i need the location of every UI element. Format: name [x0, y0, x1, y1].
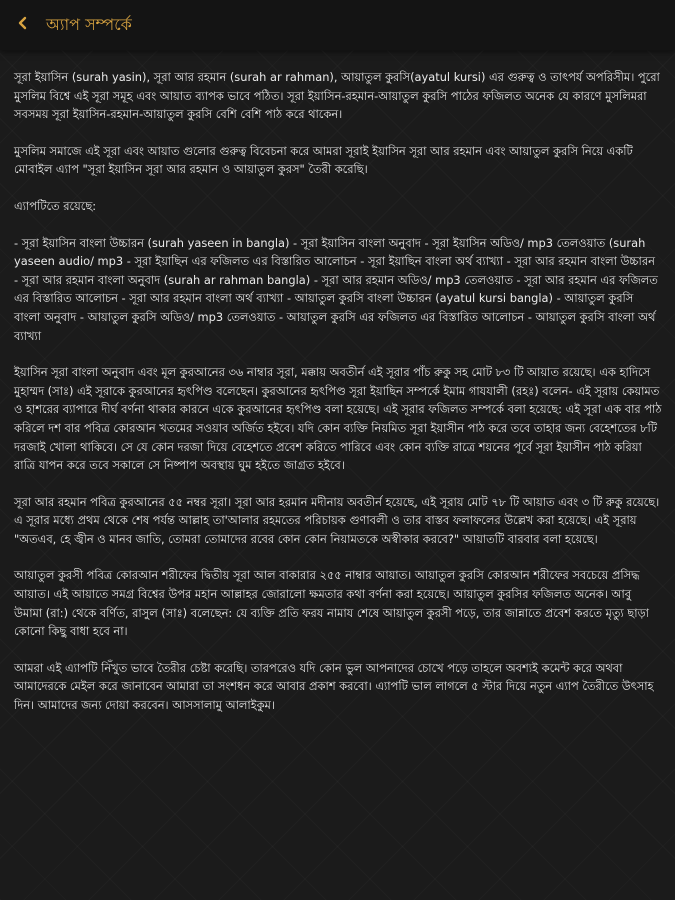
- paragraph-features-list: - সূরা ইয়াসিন বাংলা উচ্চারন (surah yaseen in bangla) - সূরা ইয়াসিন বাংলা অনুবাদ - সূরা ইয়াসিন অডিও/ mp3 তেলওয়াত (surah yaseen audio/ mp3 - সূরা ইয়াছিন এর ফজিলত এর বিস্তারিত আলোচন - সূরা ইয়াছিন বাংলা অর্থ ব্যাখ্যা - সূরা আর রহমান বাংলা উচ্চারন - সূরা আর রহমান বাংলা অনুবাদ (surah ar rahman bangla) - সূরা আর রহমান অডিও/ mp3 তেলওয়াত - সূরা আর রহমান এর ফজিলত এর বিস্তারিত আলোচন - সূরা আর রহমান বাংলা অর্থ ব্যাখ্যা - আয়াতুল কুরসি বাংলা উচ্চারন (ayatul kursi bangla) - আয়াতুল কুরসি বাংলা অনুবাদ - আয়াতুল কুরসি অডিও/ mp3 তেলওয়াত - আয়াতুল কুরসি এর ফজিলত এর বিস্তারিত আলোচন - আয়াতুল কুরসি বাংলা অর্থ ব্যাখ্যা: [14, 235, 658, 343]
- paragraph-kursi: আয়াতুল কুরসী পবিত্র কোরআন শরীফের দ্বিতীয় সূরা আল বাকারার ২৫৫ নাম্বার আয়াত। আয়াতুল কুরসি কোরআন শরীফের সবচেয়ে প্রসিদ্ধ আয়াত। এই আয়াতে সমগ্র বিশ্বের উপর মহান আল্লাহর জোরালো ক্ষমতার কথা বর্ণনা করা হয়েছে। আয়াতুল কুরসির ফজিলত অনেক। আবু উমামা (রা:) থেকে বর্ণিত, রাসুল (সাঃ) বলেছেন: যে ব্যক্তি প্রতি ফরয নামায শেষে আয়াতুল কুরসী পড়ে, তার জান্নাতে প্রবেশ করতে মৃত্যু ছাড়া কোনো কিছু বাধা হবে না।: [14, 568, 649, 639]
- paragraph-intro: সূরা ইয়াসিন (surah yasin), সূরা আর রহমান (surah ar rahman), আয়াতুল কুরসি(ayatul kursi) এর গুরুত্ব ও তাৎপর্য অপরিসীম। পুরো মুসলিম বিশ্বে এই সূরা সমূহ এবং আয়াত ব্যাপক ভাবে পঠিত। সূরা ইয়াসিন-রহমান-আয়াতুল কুরসি পাঠের ফজিলত অনেক যে কারণে মুসলিমরা সবসময় সূরা ইয়াসিন-রহমান-আয়াতুল কুরসি বেশি বেশি পাঠ করে থাকেন।: [14, 70, 660, 122]
- about-content: [14, 68, 662, 733]
- paragraph-rahman: সূরা আর রহমান পবিত্র কুরআনের ৫৫ নম্বর সূরা। সূরা আর হরমান মদীনায় অবতীর্ন হয়েছে, এই সূরায় মোট ৭৮ টি আয়াত এবং ৩ টি রুকু রয়েছে। এ সূরার মধ্যে প্রথম থেকে শেষ পর্যন্ত আল্লাহ তা'আলার রহমতের পরিচায়ক গুণাবলী ও তার বাস্তব ফলাফলের উল্লেখ করা হয়েছে। এই সূরায় "অতএব, হে জ্বীন ও মানব জাতি, তোমরা তোমাদের রবের কোন কোন নিয়ামতকে অস্বীকার করবে?" আয়াতটি বারবার বলা হয়েছে।: [14, 494, 660, 546]
- back-button[interactable]: [0, 0, 46, 50]
- page-title: অ্যাপ সম্পর্কে: [46, 14, 132, 34]
- app-toolbar: [0, 0, 675, 50]
- paragraph-yasin: ইয়াসিন সূরা বাংলা অনুবাদ এবং মূল কুরআনের ৩৬ নাম্বার সূরা, মক্কায় অবতীর্ন এই সূরার পাঁচ রুকু সহ মোট ৮৩ টি আয়াত রয়েছে। এক হাদিসে মুহাম্মদ (সাঃ) এই সূরাকে কুরআনের হৃৎপিণ্ড বলেছেন। কুরআনের হৃৎপিণ্ড সূরা ইয়াছিন সম্পর্কে ইমাম গাযযালী (রহঃ) বলেন- এই সূরায় কেয়ামত ও হাশরের ব্যাপারে দীর্ঘ বর্ণনা থাকার কারনে একে কুরআনের হৃৎপিণ্ড বলা হয়েছে। এই সূরার ফজিলত সম্পর্কে বলা হয়েছে: এই সূরা এক বার পাঠ করিলে দশ বার পবিত্র কোরআন খতমের সওয়াব অর্জিত হইবে। যদি কোন ব্যক্তি নিয়মিত সূরা ইয়াসীন পাঠ করে তবে তাহার জন্য বেহেশতের ৮টি দরজাই খোলা থাকিবে। সে যে কোন দরজা দিয়ে বেহেশতে প্রবেশ করিতে পারিবে এবং কোন ব্যক্তি রাত্রে শয়নের পূর্বে সূরা ইয়াসীন পাঠ করিয়া রাত্রি যাপন করে তবে সকালে সে নিষ্পাপ অবস্থায় ঘুম হইতে জাগ্রত হইবে।: [14, 365, 662, 473]
- paragraph-purpose: মুসলিম সমাজে এই সূরা এবং আয়াত গুলোর গুরুত্ব বিবেচনা করে আমরা সূরাই ইয়াসিন সূরা আর রহমান এবং আয়াতুল কুরসি নিয়ে একটি মোবাইল এ্যাপ "সূরা ইয়াসিন সূরা আর রহমান ও আয়াতুল কুরস" তৈরী করেছি।: [14, 143, 633, 177]
- paragraph-features-heading: এ্যাপটিতে রয়েছে:: [14, 198, 97, 213]
- chevron-left-icon: [16, 15, 30, 35]
- paragraph-closing: আমরা এই এ্যাপটি নিঁখুত ভাবে তৈরীর চেষ্টা করেছি। তারপরেও যদি কোন ভুল আপনাদের চোখে পড়ে তাহলে অবশ্যই কমেন্ট করে অথবা আমাদেরকে মেইল করে জানাবেন আমারা তা সংশধন করে আবার প্রকাশ করবো। এ্যাপটি ভাল লাগলে ৫ স্টার দিয়ে নতুন এ্যাপ তৈরীতে উৎসাহ দিন। আমাদের জন্য দোয়া করবেন। আসসালামু আলাইকুম।: [14, 660, 654, 713]
